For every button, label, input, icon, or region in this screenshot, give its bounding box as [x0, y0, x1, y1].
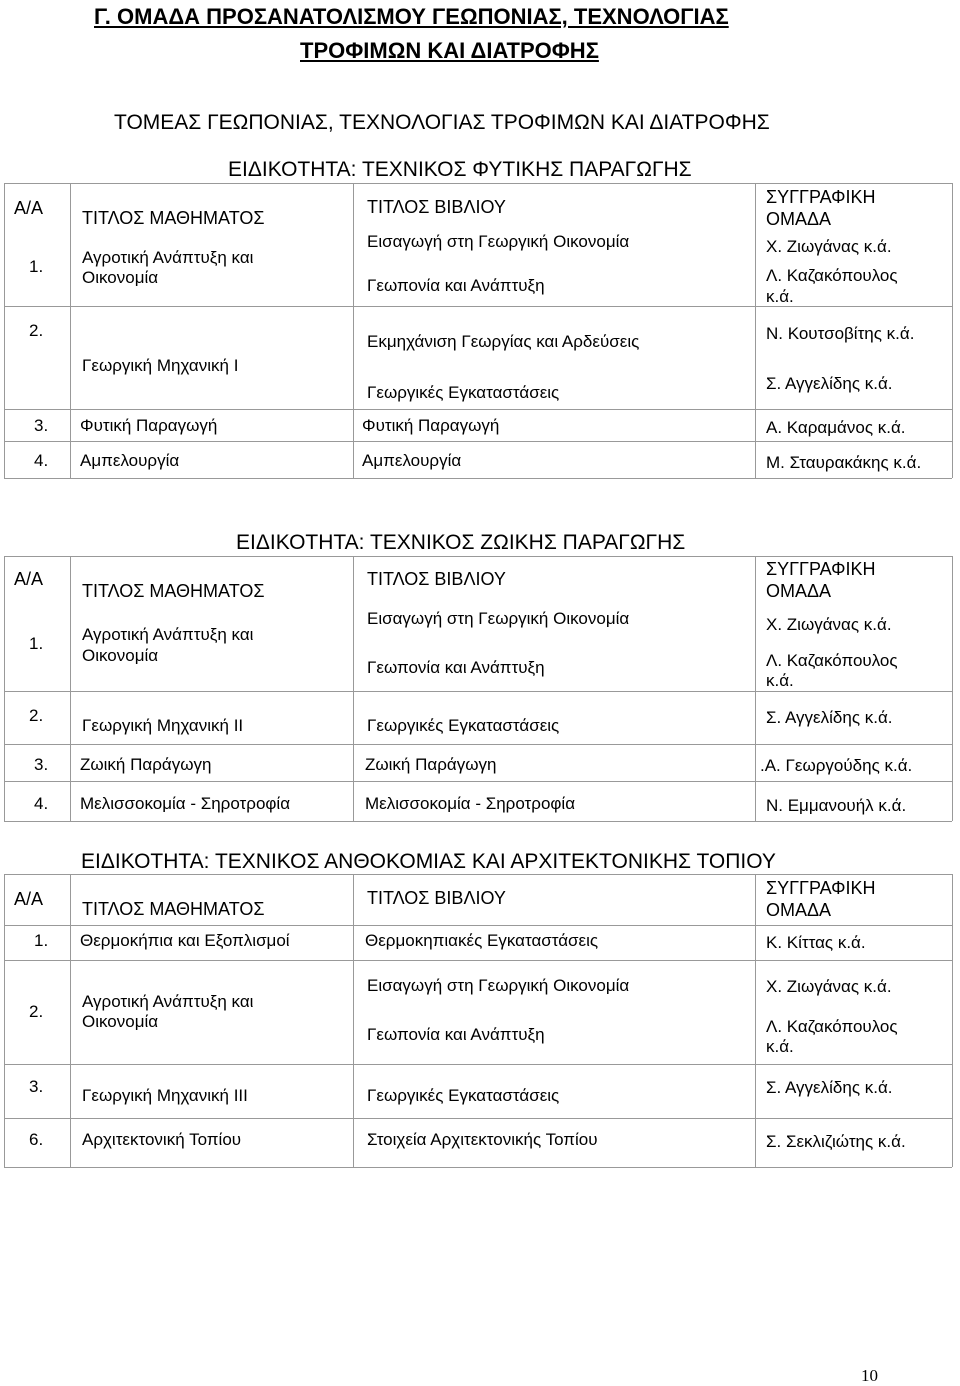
- course-title: Οικονομία: [82, 268, 159, 287]
- author-group: κ.ά.: [766, 1037, 794, 1056]
- col-header-course: ΤΙΤΛΟΣ ΜΑΘΗΜΑΤΟΣ: [82, 581, 265, 601]
- course-title: Γεωργική Μηχανική ΙΙ: [82, 716, 244, 735]
- author-group: Α. Καραμάνος κ.ά.: [766, 418, 906, 437]
- row-number: 4.: [34, 451, 49, 470]
- row-number: 1.: [29, 257, 44, 276]
- row-number: 2.: [29, 1002, 44, 1021]
- author-group: Κ. Κίττας κ.ά.: [766, 933, 866, 952]
- col-header-authors: ΟΜΑΔΑ: [766, 900, 832, 920]
- book-title: Στοιχεία Αρχιτεκτονικής Τοπίου: [367, 1130, 598, 1149]
- book-title: Θερμοκηπιακές Εγκαταστάσεις: [365, 931, 599, 950]
- course-title: Αγροτική Ανάπτυξη και: [82, 248, 254, 267]
- course-title: Οικονομία: [82, 646, 159, 665]
- author-group: Μ. Σταυρακάκης κ.ά.: [766, 453, 922, 472]
- book-title: Εκμηχάνιση Γεωργίας και Αρδεύσεις: [367, 332, 640, 351]
- row-number: 2.: [29, 706, 44, 725]
- author-group: Λ. Καζακόπουλος: [766, 1017, 898, 1036]
- author-group: Σ. Αγγελίδης κ.ά.: [766, 374, 893, 393]
- book-title: Εισαγωγή στη Γεωργική Οικονομία: [367, 609, 630, 628]
- course-title: Οικονομία: [82, 1012, 159, 1031]
- author-group: Χ. Ζιωγάνας κ.ά.: [766, 977, 892, 996]
- row-number: 3.: [34, 416, 49, 435]
- row-number: 3.: [34, 755, 49, 774]
- course-title: Γεωργική Μηχανική ΙΙΙ: [82, 1086, 248, 1105]
- course-title: Γεωργική Μηχανική Ι: [82, 356, 239, 375]
- author-group: Λ. Καζακόπουλος: [766, 266, 898, 285]
- page-heading-line2: ΤΡΟΦΙΜΩΝ ΚΑΙ ΔΙΑΤΡΟΦΗΣ: [300, 38, 599, 63]
- course-title: Αγροτική Ανάπτυξη και: [82, 625, 254, 644]
- book-title: Ζωική Παράγωγη: [365, 755, 497, 774]
- specialty-title: ΕΙΔΙΚΟΤΗΤΑ: ΤΕΧΝΙΚΟΣ ΦΥΤΙΚΗΣ ΠΑΡΑΓΩΓΗΣ: [228, 158, 692, 181]
- course-title: Θερμοκήπια και Εξοπλισμοί: [80, 931, 290, 950]
- author-group: Σ. Αγγελίδης κ.ά.: [766, 708, 893, 727]
- row-number: 6.: [29, 1130, 44, 1149]
- book-title: Μελισσοκομία - Σηροτροφία: [365, 794, 576, 813]
- page-number: 10: [861, 1366, 878, 1385]
- col-header-book: ΤΙΤΛΟΣ ΒΙΒΛΙΟΥ: [367, 569, 506, 589]
- sector-title: ΤΟΜΕΑΣ ΓΕΩΠΟΝΙΑΣ, ΤΕΧΝΟΛΟΓΙΑΣ ΤΡΟΦΙΜΩΝ ΚΑΙ ΔΙΑΤΡΟΦΗΣ: [114, 111, 770, 134]
- book-title: Εισαγωγή στη Γεωργική Οικονομία: [367, 976, 630, 995]
- col-header-aa: Α/Α: [14, 198, 44, 218]
- col-header-authors: ΟΜΑΔΑ: [766, 209, 832, 229]
- book-title: Φυτική Παραγωγή: [362, 416, 500, 435]
- col-header-aa: Α/Α: [14, 889, 44, 909]
- author-group: Ν. Εμμανουήλ κ.ά.: [766, 796, 907, 815]
- book-title: Γεωπονία και Ανάπτυξη: [367, 276, 545, 295]
- book-title: Γεωργικές Εγκαταστάσεις: [367, 383, 560, 402]
- author-group: Ν. Κουτσοβίτης κ.ά.: [766, 324, 915, 343]
- course-title: Ζωική Παράγωγη: [80, 755, 212, 774]
- row-number: 2.: [29, 321, 44, 340]
- author-group: Χ. Ζιωγάνας κ.ά.: [766, 237, 892, 256]
- col-header-book: ΤΙΤΛΟΣ ΒΙΒΛΙΟΥ: [367, 888, 506, 908]
- col-header-authors: ΣΥΓΓΡΑΦΙΚΗ: [766, 878, 876, 898]
- book-title: Γεωπονία και Ανάπτυξη: [367, 658, 545, 677]
- row-number: 3.: [29, 1077, 44, 1096]
- row-number: 1.: [29, 634, 44, 653]
- specialty-title: ΕΙΔΙΚΟΤΗΤΑ: ΤΕΧΝΙΚΟΣ ΑΝΘΟΚΟΜΙΑΣ ΚΑΙ ΑΡΧΙΤΕΚΤΟΝΙΚΗΣ ΤΟΠΙΟΥ: [81, 850, 776, 873]
- row-number: 1.: [34, 931, 49, 950]
- course-title: Αμπελουργία: [80, 451, 180, 470]
- author-group: κ.ά.: [766, 671, 794, 690]
- col-header-authors: ΣΥΓΓΡΑΦΙΚΗ: [766, 559, 876, 579]
- col-header-aa: Α/Α: [14, 569, 44, 589]
- author-group: Χ. Ζιωγάνας κ.ά.: [766, 615, 892, 634]
- col-header-authors: ΟΜΑΔΑ: [766, 581, 832, 601]
- course-title: Φυτική Παραγωγή: [80, 416, 218, 435]
- author-group: .Α. Γεωργούδης κ.ά.: [760, 756, 913, 775]
- book-title: Εισαγωγή στη Γεωργική Οικονομία: [367, 232, 630, 251]
- col-header-authors: ΣΥΓΓΡΑΦΙΚΗ: [766, 187, 876, 207]
- col-header-book: ΤΙΤΛΟΣ ΒΙΒΛΙΟΥ: [367, 197, 506, 217]
- specialty-title: ΕΙΔΙΚΟΤΗΤΑ: ΤΕΧΝΙΚΟΣ ΖΩΙΚΗΣ ΠΑΡΑΓΩΓΗΣ: [236, 531, 686, 554]
- course-title: Αγροτική Ανάπτυξη και: [82, 992, 254, 1011]
- page-heading-line1: Γ. ΟΜΑΔΑ ΠΡΟΣΑΝΑΤΟΛΙΣΜΟΥ ΓΕΩΠΟΝΙΑΣ, ΤΕΧΝΟΛΟΓΙΑΣ: [94, 4, 729, 29]
- book-title: Αμπελουργία: [362, 451, 462, 470]
- course-title: Αρχιτεκτονική Τοπίου: [82, 1130, 242, 1149]
- col-header-course: ΤΙΤΛΟΣ ΜΑΘΗΜΑΤΟΣ: [82, 899, 265, 919]
- book-title: Γεωργικές Εγκαταστάσεις: [367, 716, 560, 735]
- author-group: κ.ά.: [766, 287, 794, 306]
- course-title: Μελισσοκομία - Σηροτροφία: [80, 794, 291, 813]
- col-header-course: ΤΙΤΛΟΣ ΜΑΘΗΜΑΤΟΣ: [82, 208, 265, 228]
- book-title: Γεωπονία και Ανάπτυξη: [367, 1025, 545, 1044]
- author-group: Σ. Σεκλιζιώτης κ.ά.: [766, 1132, 906, 1151]
- book-title: Γεωργικές Εγκαταστάσεις: [367, 1086, 560, 1105]
- author-group: Σ. Αγγελίδης κ.ά.: [766, 1078, 893, 1097]
- author-group: Λ. Καζακόπουλος: [766, 651, 898, 670]
- row-number: 4.: [34, 794, 49, 813]
